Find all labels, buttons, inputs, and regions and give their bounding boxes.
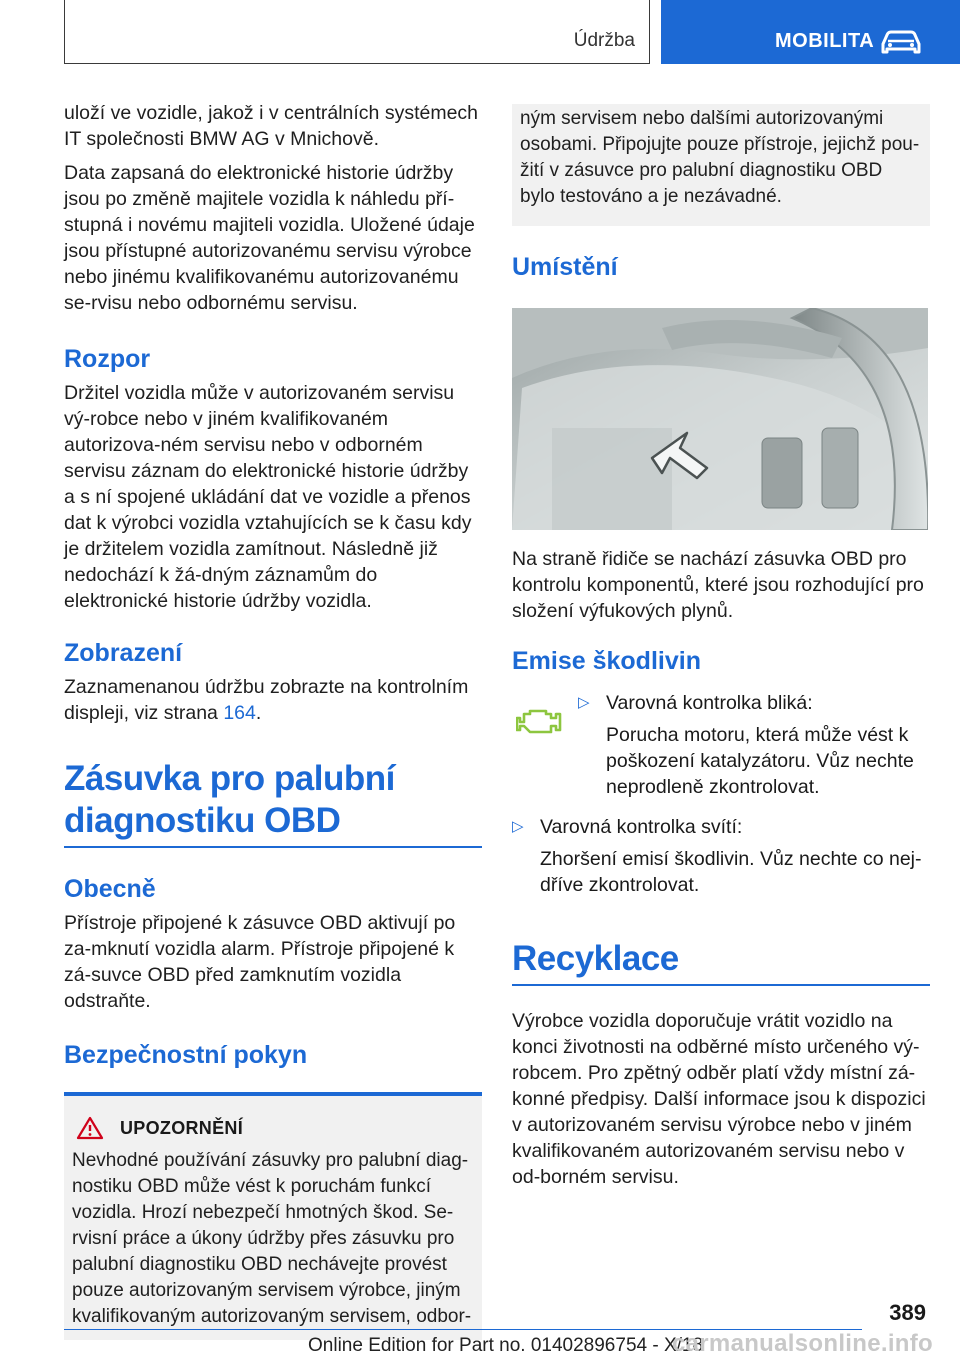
paragraph-zobrazeni <box>64 674 482 726</box>
header-section-box <box>64 0 650 64</box>
heading-zobrazeni: Zobrazení <box>64 639 183 667</box>
paragraph: uloží ve vozidle, jakož i v centrálních systémech IT společnosti BMW AG v Mnichově. <box>64 102 479 150</box>
paragraph-rozpor: Držitel vozidla může v autorizovaném servisu vý-robce nebo v jiném kvalifikovaném autorizova-ném servisu nebo v odborném servisu záznam do elektronické historie údržby a s ní spojené ukládání dat ve vozidle a přenos dat k výrobci vozidla vztahujících se k času kdy je držitelem vozidla zamítnout. Následně již nedochází k žá-dným záznamům do elektronické historie údržby vozidla. <box>64 382 472 612</box>
heading-umisteni: Umístění <box>512 253 618 281</box>
heading-emise: Emise škodlivin <box>512 647 701 675</box>
warning-text-continued: ným servisem nebo dalšími autorizovanými osobami. Připojujte pouze přístroje, jejichž pou-žití v zásuvce pro palubní diagnostiku OBD bylo testováno a je nezávadné. <box>520 108 920 207</box>
left-column <box>64 100 482 1340</box>
footer-edition: Online Edition for Part no. 01402896754 - X/18 <box>308 1335 704 1356</box>
paragraph: Data zapsaná do elektronické historie údržby jsou po změně majitele vozidla k náhledu pří-stupná i novému majiteli vozidla. Uložené údaje jsou přístupné autorizovanému servisu výrobce nebo jinému kvalifikovanému autorizovanému se-rvisu nebo odbornému servisu. <box>64 162 475 314</box>
triangle-bullet-icon: ▷ <box>512 818 524 835</box>
bullet-detail: Porucha motoru, která může vést k poškození katalyzátoru. Vůz nechte neprodleně zkontrolovat. <box>606 724 914 798</box>
obd-location-photo <box>512 308 928 530</box>
paragraph-umisteni: Na straně řidiče se nachází zásuvka OBD pro kontrolu komponentů, které jsou rozhodující pro složení výfukových plynů. <box>512 548 924 622</box>
heading-recyklace: Recyklace <box>512 938 930 986</box>
heading-bezpecnost: Bezpečnostní pokyn <box>64 1041 308 1069</box>
emission-warnings <box>512 690 930 898</box>
page-number: 389 <box>889 1300 926 1325</box>
warning-box <box>64 1092 482 1340</box>
header-chapter-label: MOBILITA <box>775 30 875 52</box>
heading-obecne: Obecně <box>64 875 156 903</box>
triangle-bullet-icon: ▷ <box>578 694 590 711</box>
paragraph-text: Zaznamenanou údržbu zobrazte na kontrolním displeji, viz strana <box>64 676 469 724</box>
bullet-flashing <box>512 690 930 800</box>
page-reference-link[interactable]: 164 <box>223 702 256 724</box>
header-chapter-tab[interactable] <box>661 0 960 64</box>
warning-title: UPOZORNĚNÍ <box>120 1117 244 1138</box>
watermark-logo: carmanualsonline.info <box>672 1330 934 1357</box>
warning-triangle-icon <box>76 1116 104 1140</box>
header-section-title: Údržba <box>573 30 635 51</box>
warning-text: Nevhodné používání zásuvky pro palubní diag-nostiku OBD může vést k poruchám funkcí vozidla. Hrozí nebezpečí hmotných škod. Se-rvisní práce a úkony údržby přes zásuvku pro palubní diagnostiku OBD nechávejte provést pouze autorizovaným servisem výrobce, jiným kvalifikovaným autorizovaným servisem, odbor- <box>72 1150 472 1327</box>
engine-warning-icon <box>516 706 562 736</box>
car-icon <box>879 26 923 56</box>
paragraph-end: . <box>255 702 262 724</box>
bullet-text: Varovná kontrolka svítí: <box>540 816 743 838</box>
bullet-detail: Zhoršení emisí škodlivin. Vůz nechte co nej-dříve zkontrolovat. <box>540 848 922 896</box>
bullet-text: Varovná kontrolka bliká: <box>606 692 813 714</box>
warning-box-continued <box>512 104 930 226</box>
warning-header <box>72 1116 472 1140</box>
bullet-lit <box>512 814 930 898</box>
paragraph-recyklace: Výrobce vozidla doporučuje vrátit vozidlo na konci životnosti na odběrné místo určeného vý-robcem. Pro zpětný odběr platí vždy místní zá-konné předpisy. Další informace jsou k dispozici v autorizovaném servisu výrobce nebo v jiném kvalifikovaném autorizovaném servisu nebo v od-borném servisu. <box>512 1010 926 1188</box>
heading-rozpor: Rozpor <box>64 345 151 373</box>
heading-obd-socket: Zásuvka pro palubní diagnostiku OBD <box>64 758 482 848</box>
right-column <box>512 104 930 1198</box>
paragraph-obecne: Přístroje připojené k zásuvce OBD aktivují po za-mknutí vozidla alarm. Přístroje připojené k zá-suvce OBD před zamknutím vozidla odstraňte. <box>64 912 456 1012</box>
